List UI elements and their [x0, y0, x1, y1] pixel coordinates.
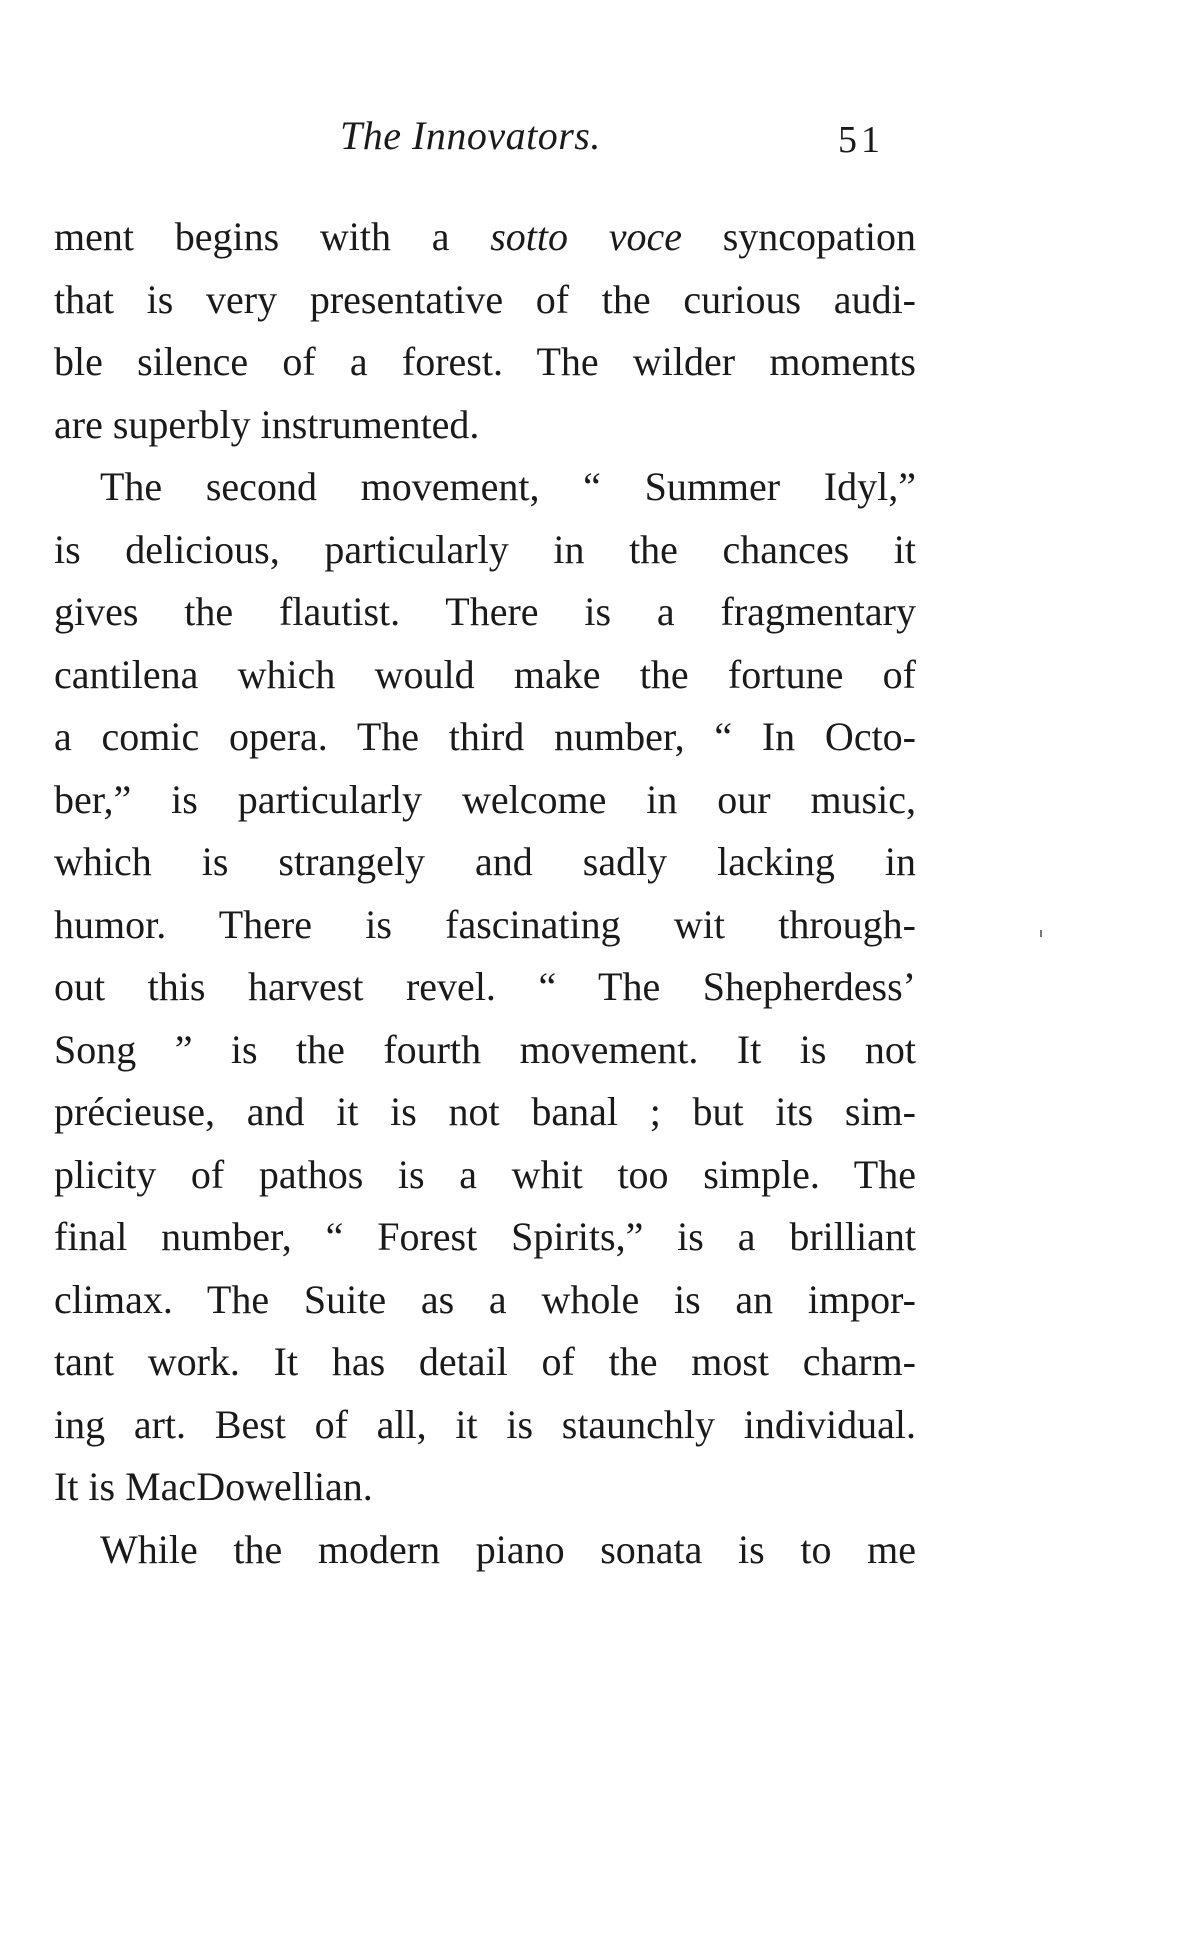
text-line-15: précieuse, and it is not banal ; but its sim-	[54, 1089, 916, 1134]
text-run: ment begins with a	[54, 214, 491, 259]
text-line-13: out this harvest revel. “ The Shepherdess’	[54, 964, 916, 1009]
page-header	[0, 112, 1194, 172]
text-line-1	[54, 206, 916, 269]
text-line-14: Song ” is the fourth movement. It is not	[54, 1026, 916, 1072]
page-number: 51	[838, 119, 884, 161]
text-line-19: tant work. It has detail of the most charm-	[54, 1339, 916, 1384]
text-line-2: that is very presentative of the curious audi-	[54, 276, 916, 322]
text-run: syncopation	[681, 214, 916, 259]
body-text	[54, 206, 916, 1581]
paragraph-start-line: While the modern piano sonata is to me	[100, 1526, 916, 1572]
paragraph-start-line: The second movement, “ Summer Idyl,”	[100, 464, 916, 509]
text-line-11: which is strangely and sadly lacking in	[54, 839, 916, 884]
running-title: The Innovators.	[340, 113, 601, 158]
text-line-16: plicity of pathos is a whit too simple. The	[54, 1151, 916, 1197]
text-line-6: is delicious, particularly in the chances it	[54, 526, 916, 572]
text-line-8: cantilena which would make the fortune of	[54, 651, 916, 697]
text-line-21: It is MacDowellian.	[54, 1464, 373, 1509]
italic-phrase: sotto voce	[490, 214, 682, 259]
text-line-3: ble silence of a forest. The wilder moments	[54, 339, 916, 384]
scan-speck	[1040, 930, 1042, 937]
text-line-9: a comic opera. The third number, “ In Octo-	[54, 714, 916, 759]
text-line-7: gives the flautist. There is a fragmentary	[54, 589, 916, 634]
text-line-20: ing art. Best of all, it is staunchly individual.	[54, 1401, 916, 1447]
text-line-12: humor. There is fascinating wit through-	[54, 901, 916, 947]
text-line-18: climax. The Suite as a whole is an impor-	[54, 1276, 916, 1322]
text-line-10: ber,” is particularly welcome in our music,	[54, 776, 916, 822]
text-line-4: are superbly instrumented.	[54, 401, 480, 447]
text-line-17: final number, “ Forest Spirits,” is a brilliant	[54, 1214, 916, 1259]
